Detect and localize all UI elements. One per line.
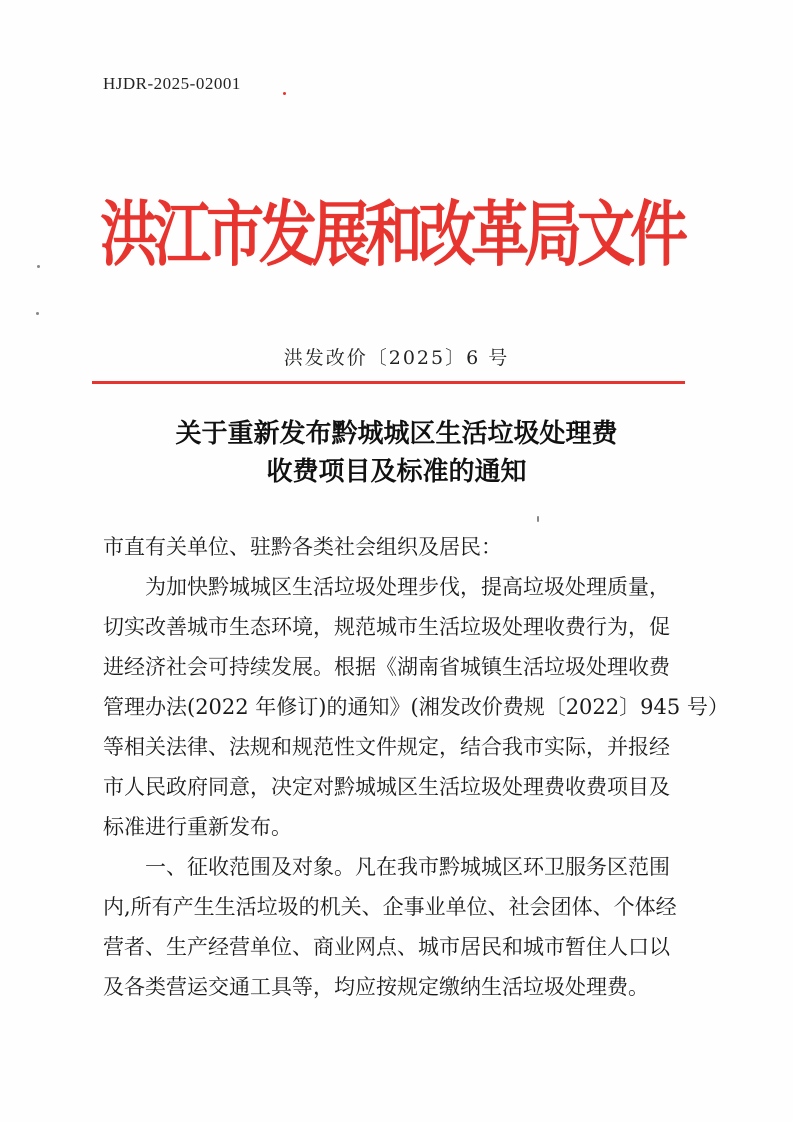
paragraph-2-line: 营者、生产经营单位、商业网点、城市居民和城市暂住人口以: [103, 935, 670, 959]
document-number: 洪发改价〔2025〕6 号: [283, 347, 510, 369]
document-code: HJDR-2025-02001: [103, 74, 241, 93]
document-title: [0, 415, 793, 491]
paragraph-2-line: 内,所有产生生活垃圾的机关、企事业单位、社会团体、个体经: [103, 895, 677, 919]
paragraph-1-line: 为加快黔城城区生活垃圾处理步伐，提高垃圾处理质量，: [145, 575, 670, 599]
scan-speck: [37, 265, 40, 268]
title-line-2: 收费项目及标准的通知: [266, 457, 527, 487]
document-body: [103, 527, 729, 1007]
scan-speck: [537, 516, 539, 522]
paragraph-2-line: 一、征收范围及对象。凡在我市黔城城区环卫服务区范围: [145, 855, 670, 879]
paragraph-1-line: 管理办法(2022 年修订)的通知》(湘发改价费规〔2022〕945 号）: [103, 695, 729, 719]
red-divider-rule: [92, 381, 685, 384]
paragraph-1-line: 切实改善城市生态环境，规范城市生活垃圾处理收费行为，促: [103, 615, 670, 639]
scan-speck: [283, 92, 286, 95]
scan-speck: [36, 312, 39, 315]
issuer-header: 洪江市发展和改革局文件: [100, 193, 684, 277]
paragraph-1-line: 市人民政府同意，决定对黔城城区生活垃圾处理费收费项目及: [103, 775, 670, 799]
paragraph-1-line: 等相关法律、法规和规范性文件规定，结合我市实际，并报经: [103, 735, 670, 759]
title-line-1: 关于重新发布黔城城区生活垃圾处理费: [175, 419, 618, 449]
paragraph-2-line: 及各类营运交通工具等，均应按规定缴纳生活垃圾处理费。: [103, 975, 649, 999]
paragraph-1-line: 进经济社会可持续发展。根据《湖南省城镇生活垃圾处理收费: [103, 655, 670, 679]
salutation: 市直有关单位、驻黔各类社会组织及居民：: [103, 535, 502, 559]
paragraph-1-line: 标准进行重新发布。: [103, 815, 292, 839]
